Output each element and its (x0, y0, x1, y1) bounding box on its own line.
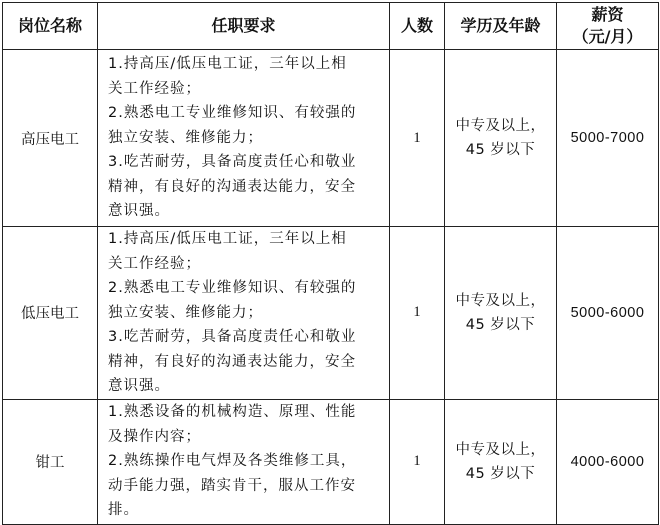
header-salary (557, 3, 659, 50)
education-age-cell (445, 50, 557, 227)
requirement-line: 精神，有良好的沟通表达能力，安全 (108, 353, 356, 370)
requirement-line: 3.吃苦耐劳，具备高度责任心和敬业 (108, 154, 357, 171)
education-age-cell (445, 227, 557, 400)
requirement-line: 动手能力强，踏实肯干，服从工作安 (108, 477, 356, 494)
age-line: 45 岁以下 (465, 142, 536, 158)
position-cell: 低压电工 (3, 227, 98, 400)
header-salary-line2: （元/月） (572, 27, 643, 46)
salary-cell: 5000-7000 (557, 50, 659, 227)
position-cell: 钳工 (3, 399, 98, 524)
table-row (3, 50, 659, 227)
header-position: 岗位名称 (3, 3, 98, 50)
requirement-line: 意识强。 (108, 378, 170, 394)
position-cell: 高压电工 (3, 50, 98, 227)
requirement-line: 3.吃苦耐劳，具备高度责任心和敬业 (108, 329, 357, 345)
education-line: 中专及以上， (455, 292, 546, 309)
requirements-cell (98, 227, 390, 400)
count-cell: 1 (390, 50, 445, 227)
requirement-line: 关工作经验； (108, 80, 201, 97)
requirement-line: 2.熟悉电工专业维修知识、有较强的 (108, 105, 357, 122)
requirements-cell (98, 50, 390, 227)
requirement-line: 及操作内容； (108, 428, 201, 445)
requirement-line: 2.熟悉电工专业维修知识、有较强的 (108, 280, 357, 296)
requirement-line: 1.持高压/低压电工证，三年以上相 (108, 56, 347, 73)
age-line: 45 岁以下 (465, 316, 536, 333)
education-line: 中专及以上， (455, 441, 546, 458)
table-row (3, 399, 659, 524)
requirement-line: 独立安装、维修能力； (108, 129, 263, 146)
education-age-cell (445, 399, 557, 524)
requirement-line: 排。 (108, 502, 139, 519)
header-count: 人数 (390, 3, 445, 50)
job-requirements-table (2, 2, 659, 525)
requirement-line: 2.熟练操作电气焊及各类维修工具， (108, 453, 357, 470)
requirements-cell (98, 399, 390, 524)
requirement-line: 独立安装、维修能力； (108, 304, 263, 321)
salary-cell: 5000-6000 (557, 227, 659, 400)
count-cell: 1 (390, 227, 445, 400)
header-requirements: 任职要求 (98, 3, 390, 50)
header-salary-line1: 薪资 (591, 5, 624, 24)
requirement-line: 1.熟悉设备的机械构造、原理、性能 (108, 404, 357, 421)
requirement-line: 精神，有良好的沟通表达能力，安全 (108, 178, 356, 195)
age-line: 45 岁以下 (465, 465, 536, 482)
count-cell: 1 (390, 399, 445, 524)
header-education-age: 学历及年龄 (445, 3, 557, 50)
requirement-line: 关工作经验； (108, 255, 201, 272)
table-row (3, 227, 659, 400)
table-header-row (3, 3, 659, 50)
education-line: 中专及以上， (455, 118, 546, 134)
requirement-line: 1.持高压/低压电工证，三年以上相 (108, 231, 347, 247)
requirement-line: 意识强。 (108, 203, 170, 220)
salary-cell: 4000-6000 (557, 399, 659, 524)
